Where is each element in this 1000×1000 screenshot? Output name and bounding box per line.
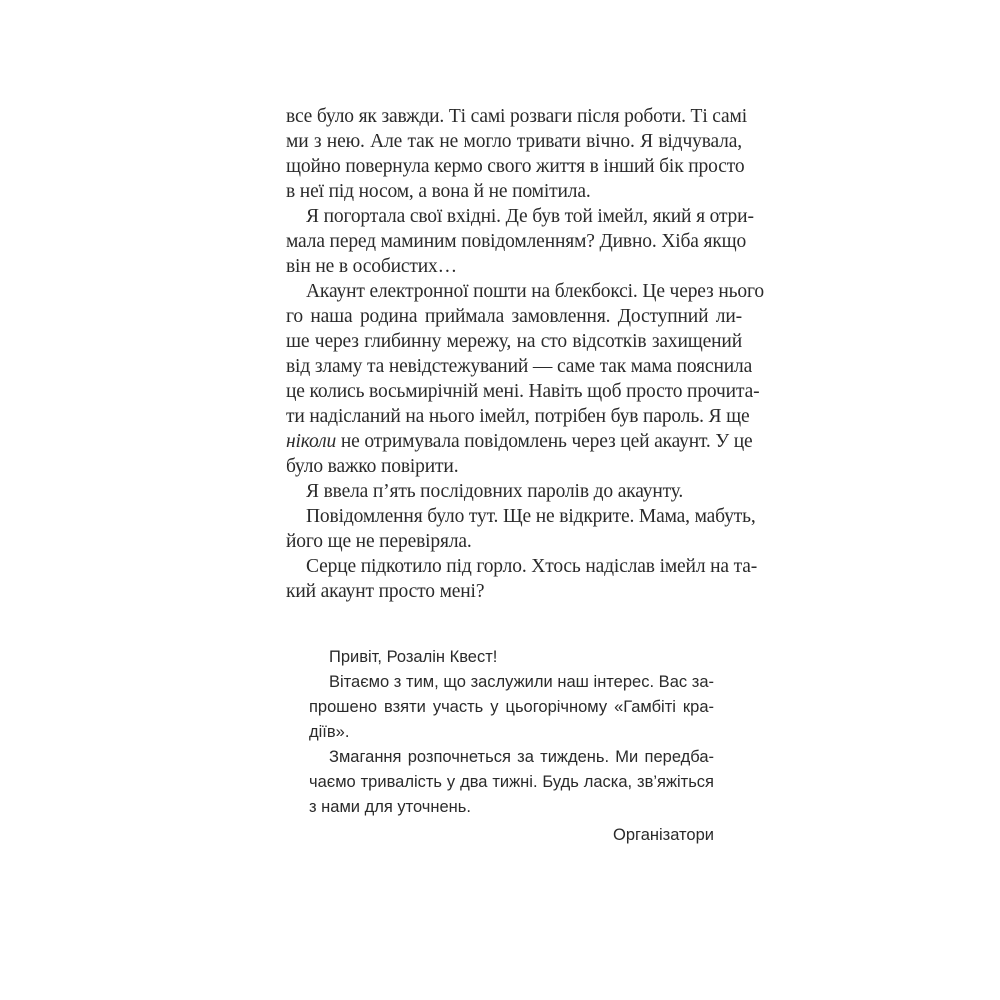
text-line: ти надісланий на нього імейл, потрібен був пароль. Я ще [286,406,750,427]
text-line: Серце підкотило під горло. Хтось надіслав імейл на та- [306,556,758,577]
text-line: Я погортала свої вхідні. Де був той імейл, який я отри- [306,206,754,227]
text-line: Я ввела п’ять послідовних паролів до акаунту. [306,481,684,502]
italic-emphasis: ніколи [286,431,337,452]
text-line: кий акаунт просто мені? [286,581,485,602]
text-line [286,430,753,454]
text-span: не отримувала повідомлень через цей акаунт. У це [340,431,753,452]
text-line: було важко повірити. [286,456,459,477]
text-line: мала перед маминим повідомленням? Дивно. Хіба якщо [286,231,747,252]
text-line: щойно повернула кермо свого життя в інший бік просто [286,156,745,177]
text-line: ше через глибинну мережу, на сто відсотків захищений [286,331,742,352]
text-line: від зламу та невідстежуваний — саме так мама пояснила [286,356,753,377]
text-line: Повідомлення було тут. Ще не відкрите. Мама, мабуть, [306,506,756,527]
email-line: чаємо тривалість у два тижні. Будь ласка, зв’яжіться [309,773,714,791]
email-line: з нами для уточнень. [309,798,471,816]
text-line: це колись восьмирічній мені. Навіть щоб просто прочита- [286,381,760,402]
text-line: все було як завжди. Ті самі розваги після роботи. Ті самі [286,106,748,127]
email-greeting: Привіт, Розалін Квест! [329,648,498,666]
text-line: його ще не перевіряла. [286,531,472,552]
email-line: Змагання розпочнеться за тиждень. Ми передба- [329,748,714,766]
text-line: Акаунт електронної пошти на блекбоксі. Це через нього [306,281,764,302]
email-line: діїв». [309,723,350,741]
text-line: він не в особистих… [286,256,457,277]
email-line: Вітаємо з тим, що заслужили наш інтерес. Вас за- [329,673,714,691]
text-line: го наша родина приймала замовлення. Доступний ли- [286,306,742,327]
email-signature: Організатори [613,826,714,844]
text-line: в неї під носом, а вона й не помітила. [286,181,591,202]
text-line: ми з нею. Але так не могло тривати вічно. Я відчувала, [286,131,742,152]
email-line: прошено взяти участь у цьогорічному «Гамбіті кра- [309,698,714,716]
